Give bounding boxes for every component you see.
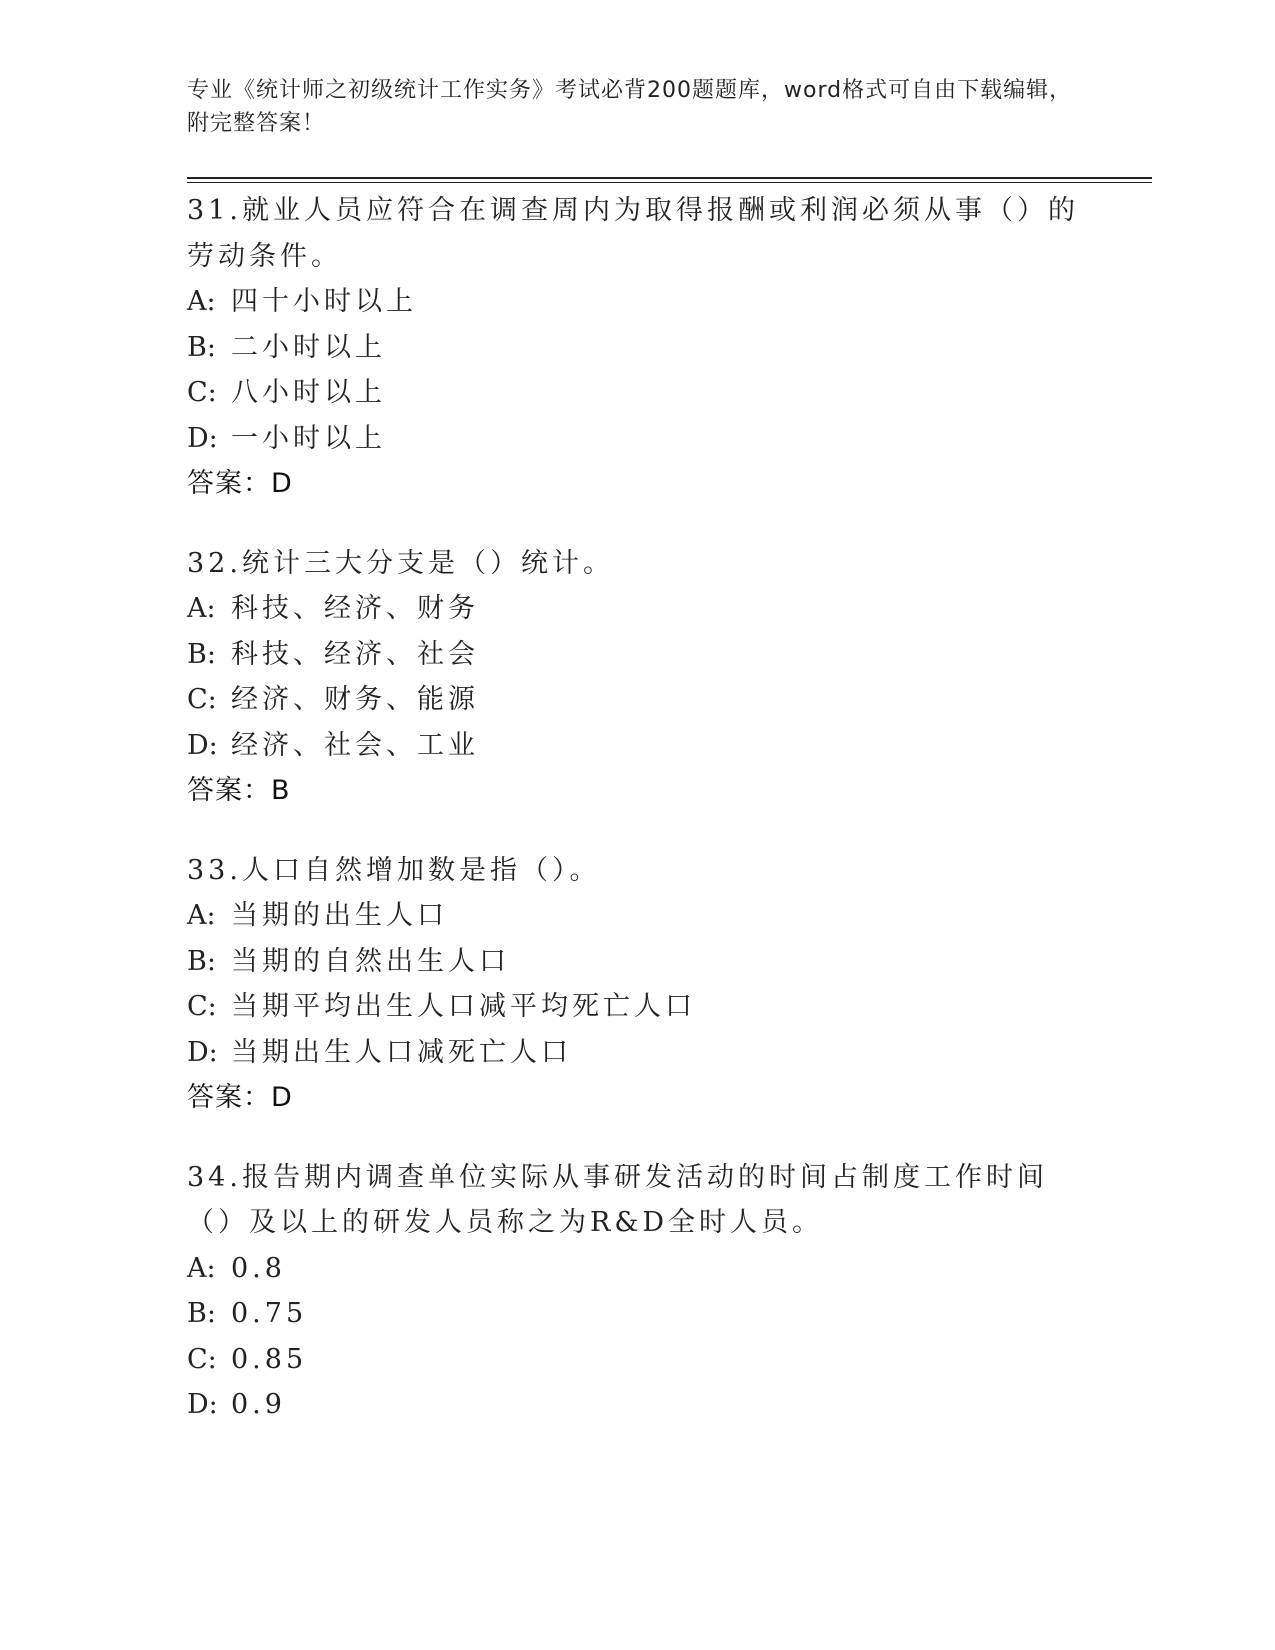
question-32 <box>187 541 1087 814</box>
option-c <box>187 677 1087 723</box>
option-label: A: <box>187 900 216 931</box>
option-text: 经济、社会、工业 <box>231 729 479 761</box>
question-text: 31.就业人员应符合在调查周内为取得报酬或利润必须从事（）的劳动条件。 <box>187 195 1079 272</box>
option-c <box>187 984 1087 1030</box>
option-text: 当期的出生人口 <box>231 900 448 931</box>
option-text: 0.8 <box>231 1252 286 1284</box>
option-a <box>187 893 1087 939</box>
header-divider-thin <box>187 182 1152 183</box>
option-label: C: <box>187 377 217 408</box>
question-text: 33.人口自然增加数是指（）。 <box>187 854 601 886</box>
option-label: B: <box>187 638 216 670</box>
option-b <box>187 632 1087 678</box>
option-label: C: <box>187 684 217 715</box>
option-c <box>187 370 1087 416</box>
option-d <box>187 1030 1087 1076</box>
option-text: 四十小时以上 <box>231 286 417 317</box>
option-text: 当期平均出生人口减平均死亡人口 <box>231 991 696 1022</box>
option-label: D: <box>187 729 218 761</box>
question-list <box>187 188 1087 1462</box>
question-text: 34.报告期内调查单位实际从事研发活动的时间占制度工作时间（）及以上的研发人员称之为R&D全时人员。 <box>187 1161 1048 1238</box>
option-b <box>187 325 1087 371</box>
option-text: 当期出生人口减死亡人口 <box>231 1036 572 1068</box>
option-text: 0.85 <box>231 1343 308 1375</box>
question-text: 32.统计三大分支是（）统计。 <box>187 547 614 579</box>
option-label: B: <box>187 1298 216 1329</box>
option-text: 二小时以上 <box>231 331 386 363</box>
answer-line: 答案：D <box>187 1082 293 1113</box>
option-b <box>187 939 1087 985</box>
option-text: 当期的自然出生人口 <box>231 945 510 977</box>
option-text: 八小时以上 <box>231 377 386 408</box>
answer-line: 答案：D <box>187 468 293 499</box>
question-33 <box>187 848 1087 1121</box>
question-31 <box>187 188 1087 507</box>
header-divider-thick <box>187 177 1152 179</box>
option-label: A: <box>187 286 216 317</box>
option-label: A: <box>187 593 216 624</box>
option-text: 科技、经济、财务 <box>231 593 479 624</box>
option-label: C: <box>187 1343 217 1375</box>
option-label: C: <box>187 991 217 1022</box>
option-label: B: <box>187 331 216 363</box>
option-text: 科技、经济、社会 <box>231 638 479 670</box>
option-a <box>187 586 1087 632</box>
option-label: D: <box>187 1389 218 1420</box>
option-d <box>187 723 1087 769</box>
option-d <box>187 1382 1087 1428</box>
option-label: A: <box>187 1252 216 1284</box>
option-b <box>187 1291 1087 1337</box>
option-text: 经济、财务、能源 <box>231 684 479 715</box>
option-d <box>187 416 1087 462</box>
option-a <box>187 279 1087 325</box>
question-34 <box>187 1155 1087 1428</box>
option-c <box>187 1337 1087 1383</box>
option-label: B: <box>187 945 216 977</box>
option-label: D: <box>187 1036 218 1068</box>
option-text: 0.75 <box>231 1298 308 1329</box>
option-label: D: <box>187 422 218 454</box>
document-header: 专业《统计师之初级统计工作实务》考试必背200题题库，word格式可自由下载编辑，附完整答案！ <box>187 78 1073 136</box>
option-text: 0.9 <box>231 1389 286 1420</box>
answer-line: 答案：B <box>187 775 291 806</box>
option-text: 一小时以上 <box>231 422 386 454</box>
option-a <box>187 1246 1087 1292</box>
